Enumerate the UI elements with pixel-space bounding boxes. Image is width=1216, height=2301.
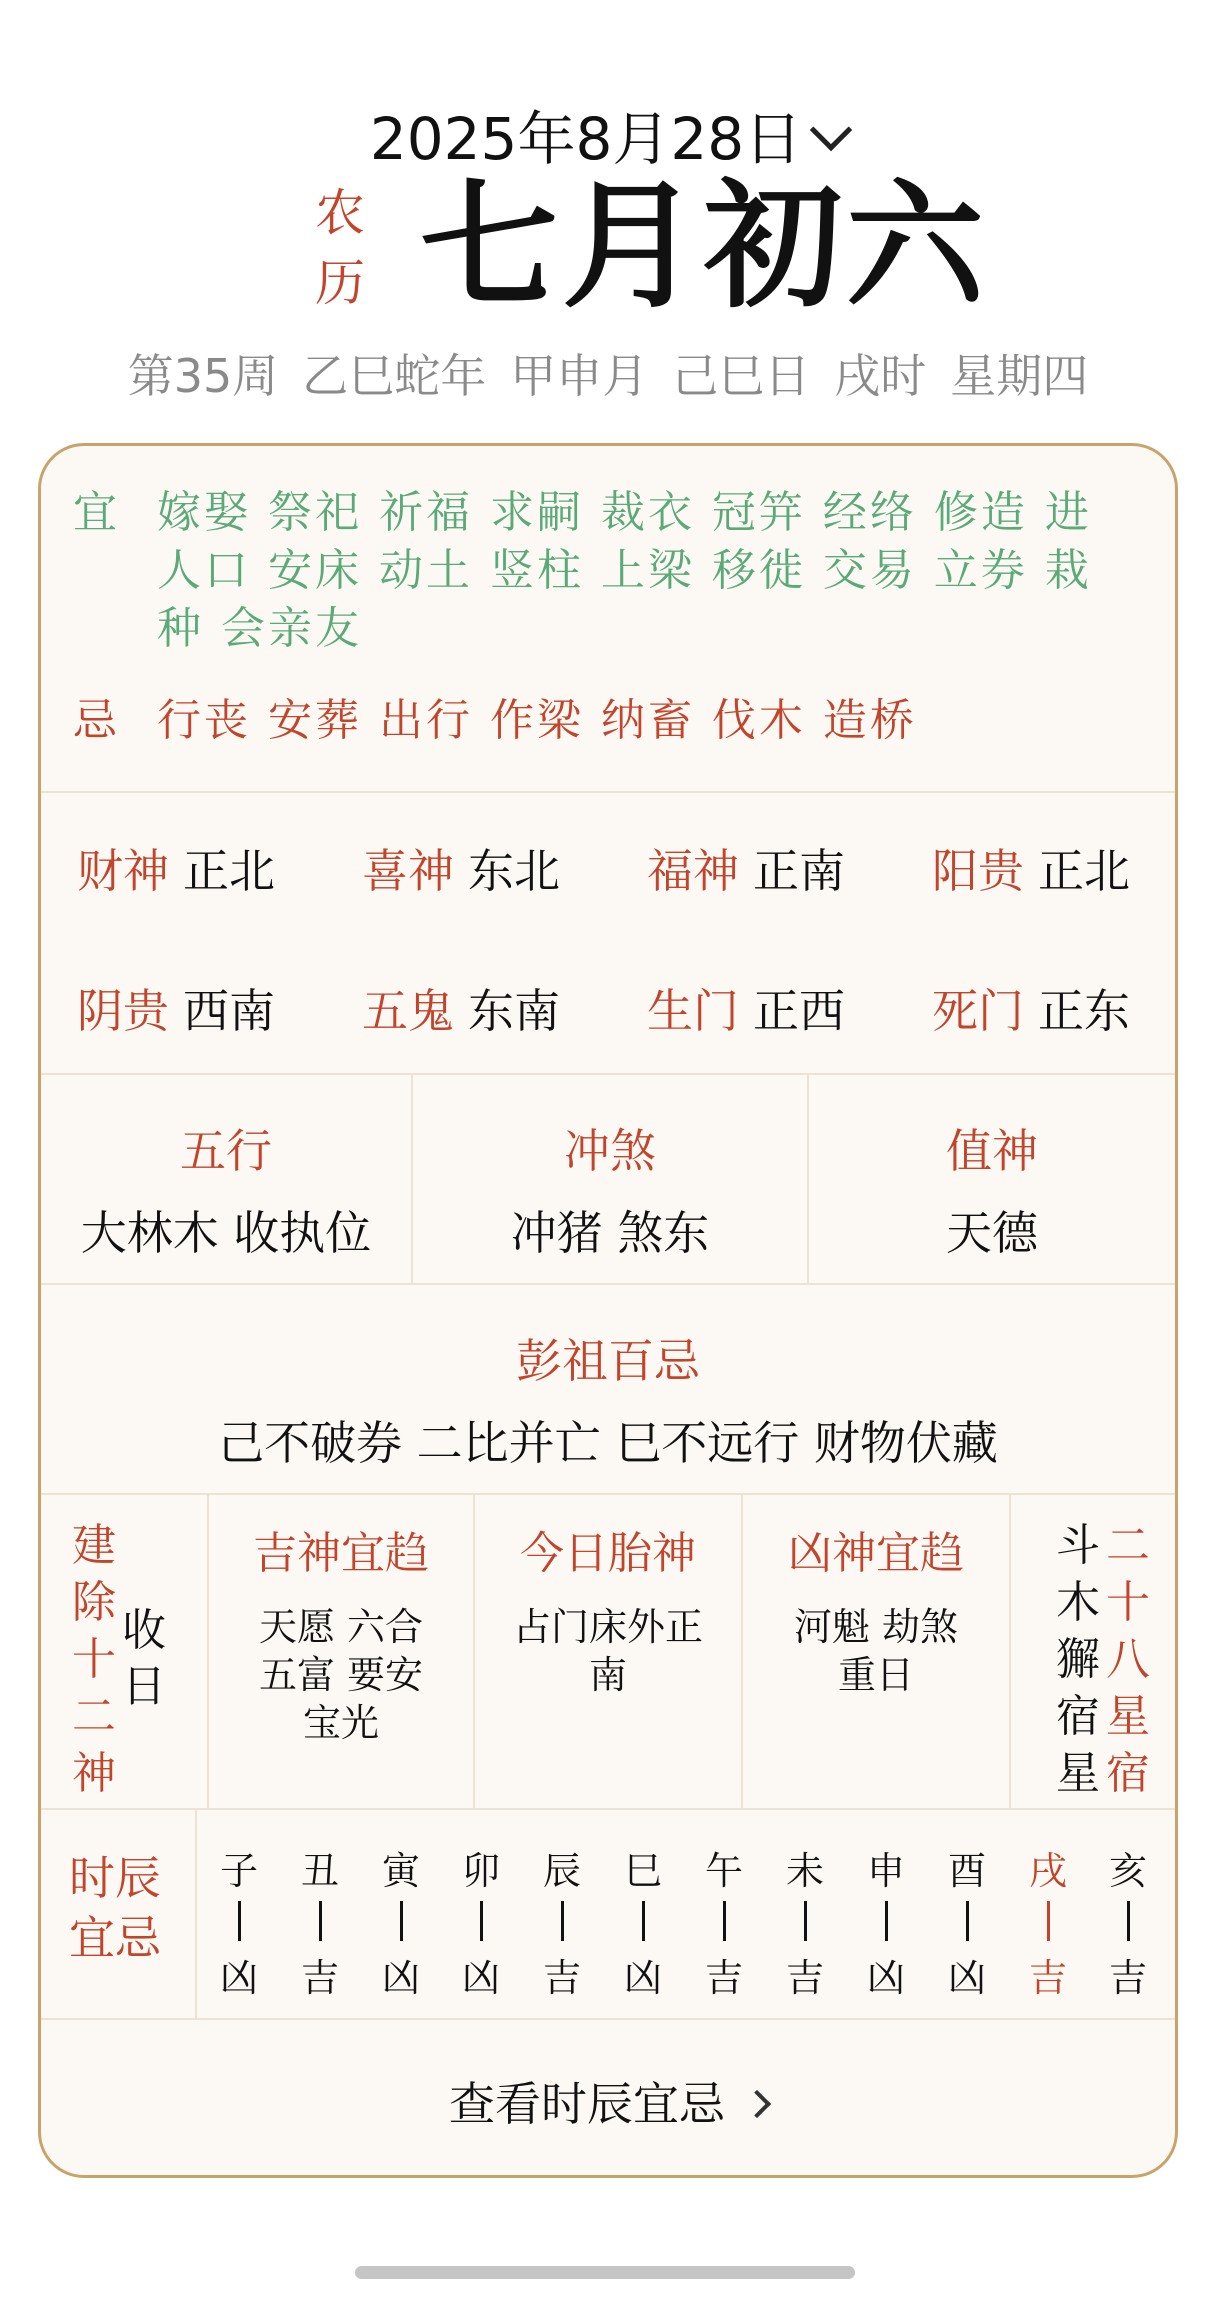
hour-wu: 午 吉 [704, 1849, 743, 2000]
day-ganzhi: 己巳日 [672, 349, 811, 403]
god-shengmen: 生门 正西 [647, 984, 845, 1038]
hour-mao: 卯 凶 [461, 1849, 500, 2000]
ganzhi-info [0, 340, 1216, 406]
date-label: 2025年8月28日 [369, 105, 803, 173]
hours-label: 时辰 宜忌 [69, 1851, 161, 1965]
god-fushen: 福神 正南 [647, 844, 845, 898]
date-selector[interactable] [0, 92, 1216, 176]
hour-xu-current: 戌 吉 [1028, 1849, 1067, 2000]
ji-label: 忌 [73, 695, 117, 746]
taishen-cell: 今日胎神 占门床外正南 [512, 1528, 703, 1697]
hour-zi: 子 凶 [219, 1849, 258, 2000]
hour-si: 巳 凶 [623, 1849, 662, 2000]
hour-shen: 申 凶 [866, 1849, 905, 2000]
xiu-label: 二 十 八 星 宿 [1106, 1520, 1150, 1799]
chevron-down-icon [810, 109, 852, 151]
year-ganzhi: 乙巳蛇年 [302, 349, 487, 403]
hour-ganzhi: 戌时 [834, 349, 927, 403]
god-simen: 死门 正东 [932, 984, 1130, 1038]
hour-you: 酉 凶 [947, 1849, 986, 2000]
god-wugui: 五鬼 东南 [362, 984, 560, 1038]
wuxing-chongsha-zhishen [41, 1075, 1175, 1285]
almanac-card [38, 443, 1178, 2178]
ji-items: 行丧 安葬 出行 作梁 纳畜 伐木 造桥 [157, 695, 917, 746]
view-hours-button[interactable] [41, 2020, 1175, 2178]
zhishen-cell: 值神 天德 [946, 1124, 1038, 1260]
god-yanggui: 阳贵 正北 [932, 844, 1130, 898]
pengzu-value: 己不破券 二比并亡 巳不远行 财物伏藏 [218, 1416, 998, 1470]
xiongshen-cell: 凶神宜趋 河魁 劫煞 重日 [788, 1528, 964, 1697]
hour-chen: 辰 吉 [542, 1849, 581, 2000]
jishen-cell: 吉神宜趋 天愿 六合 五富 要安 宝光 [253, 1528, 429, 1745]
lunar-date: 七月初六 [420, 166, 989, 327]
god-xishen: 喜神 东北 [362, 844, 560, 898]
chongsha-cell: 冲煞 冲猪 煞东 [510, 1124, 710, 1260]
hour-chou: 丑 吉 [300, 1849, 339, 2000]
hour-wei: 未 吉 [785, 1849, 824, 2000]
month-ganzhi: 甲申月 [510, 349, 649, 403]
view-hours-label: 查看时辰宜忌 [449, 2077, 725, 2131]
lunar-tag: 农 历 [315, 184, 365, 312]
god-yingui: 阴贵 西南 [77, 984, 275, 1038]
weekday: 星期四 [950, 349, 1089, 403]
yi-label: 宜 [73, 487, 117, 538]
yi-items: 嫁娶 祭祀 祈福 求嗣 裁衣 冠笄 经络 修造 进 人口 安床 动土 竖柱 上梁 移徙 交易 立券 栽 种 会亲友 [157, 487, 1092, 654]
yi-ji-section [41, 446, 1175, 793]
hour-hai: 亥 吉 [1108, 1849, 1147, 2000]
wuxing-cell: 五行 大林木 收执位 [80, 1124, 372, 1260]
chevron-right-icon [743, 2090, 771, 2118]
lunar-row [0, 166, 1216, 332]
jianchu-label: 建 除 十 二 神 [72, 1520, 116, 1799]
jianchu-value: 收 日 [122, 1605, 166, 1712]
pengzu-title: 彭祖百忌 [516, 1334, 700, 1388]
gods-directions [41, 793, 1175, 1075]
divider [195, 1810, 197, 2018]
week-number: 第35周 [127, 349, 279, 403]
hour-yin: 寅 凶 [381, 1849, 420, 2000]
header [0, 0, 1216, 430]
divider [1009, 1495, 1011, 1808]
xiu-value: 斗 木 獬 宿 星 [1056, 1520, 1100, 1799]
god-caishen: 财神 正北 [77, 844, 275, 898]
pengzu-section [41, 1285, 1175, 1495]
shen-section [41, 1495, 1175, 1810]
home-indicator[interactable] [355, 2266, 855, 2279]
hours-section [41, 1810, 1175, 2020]
